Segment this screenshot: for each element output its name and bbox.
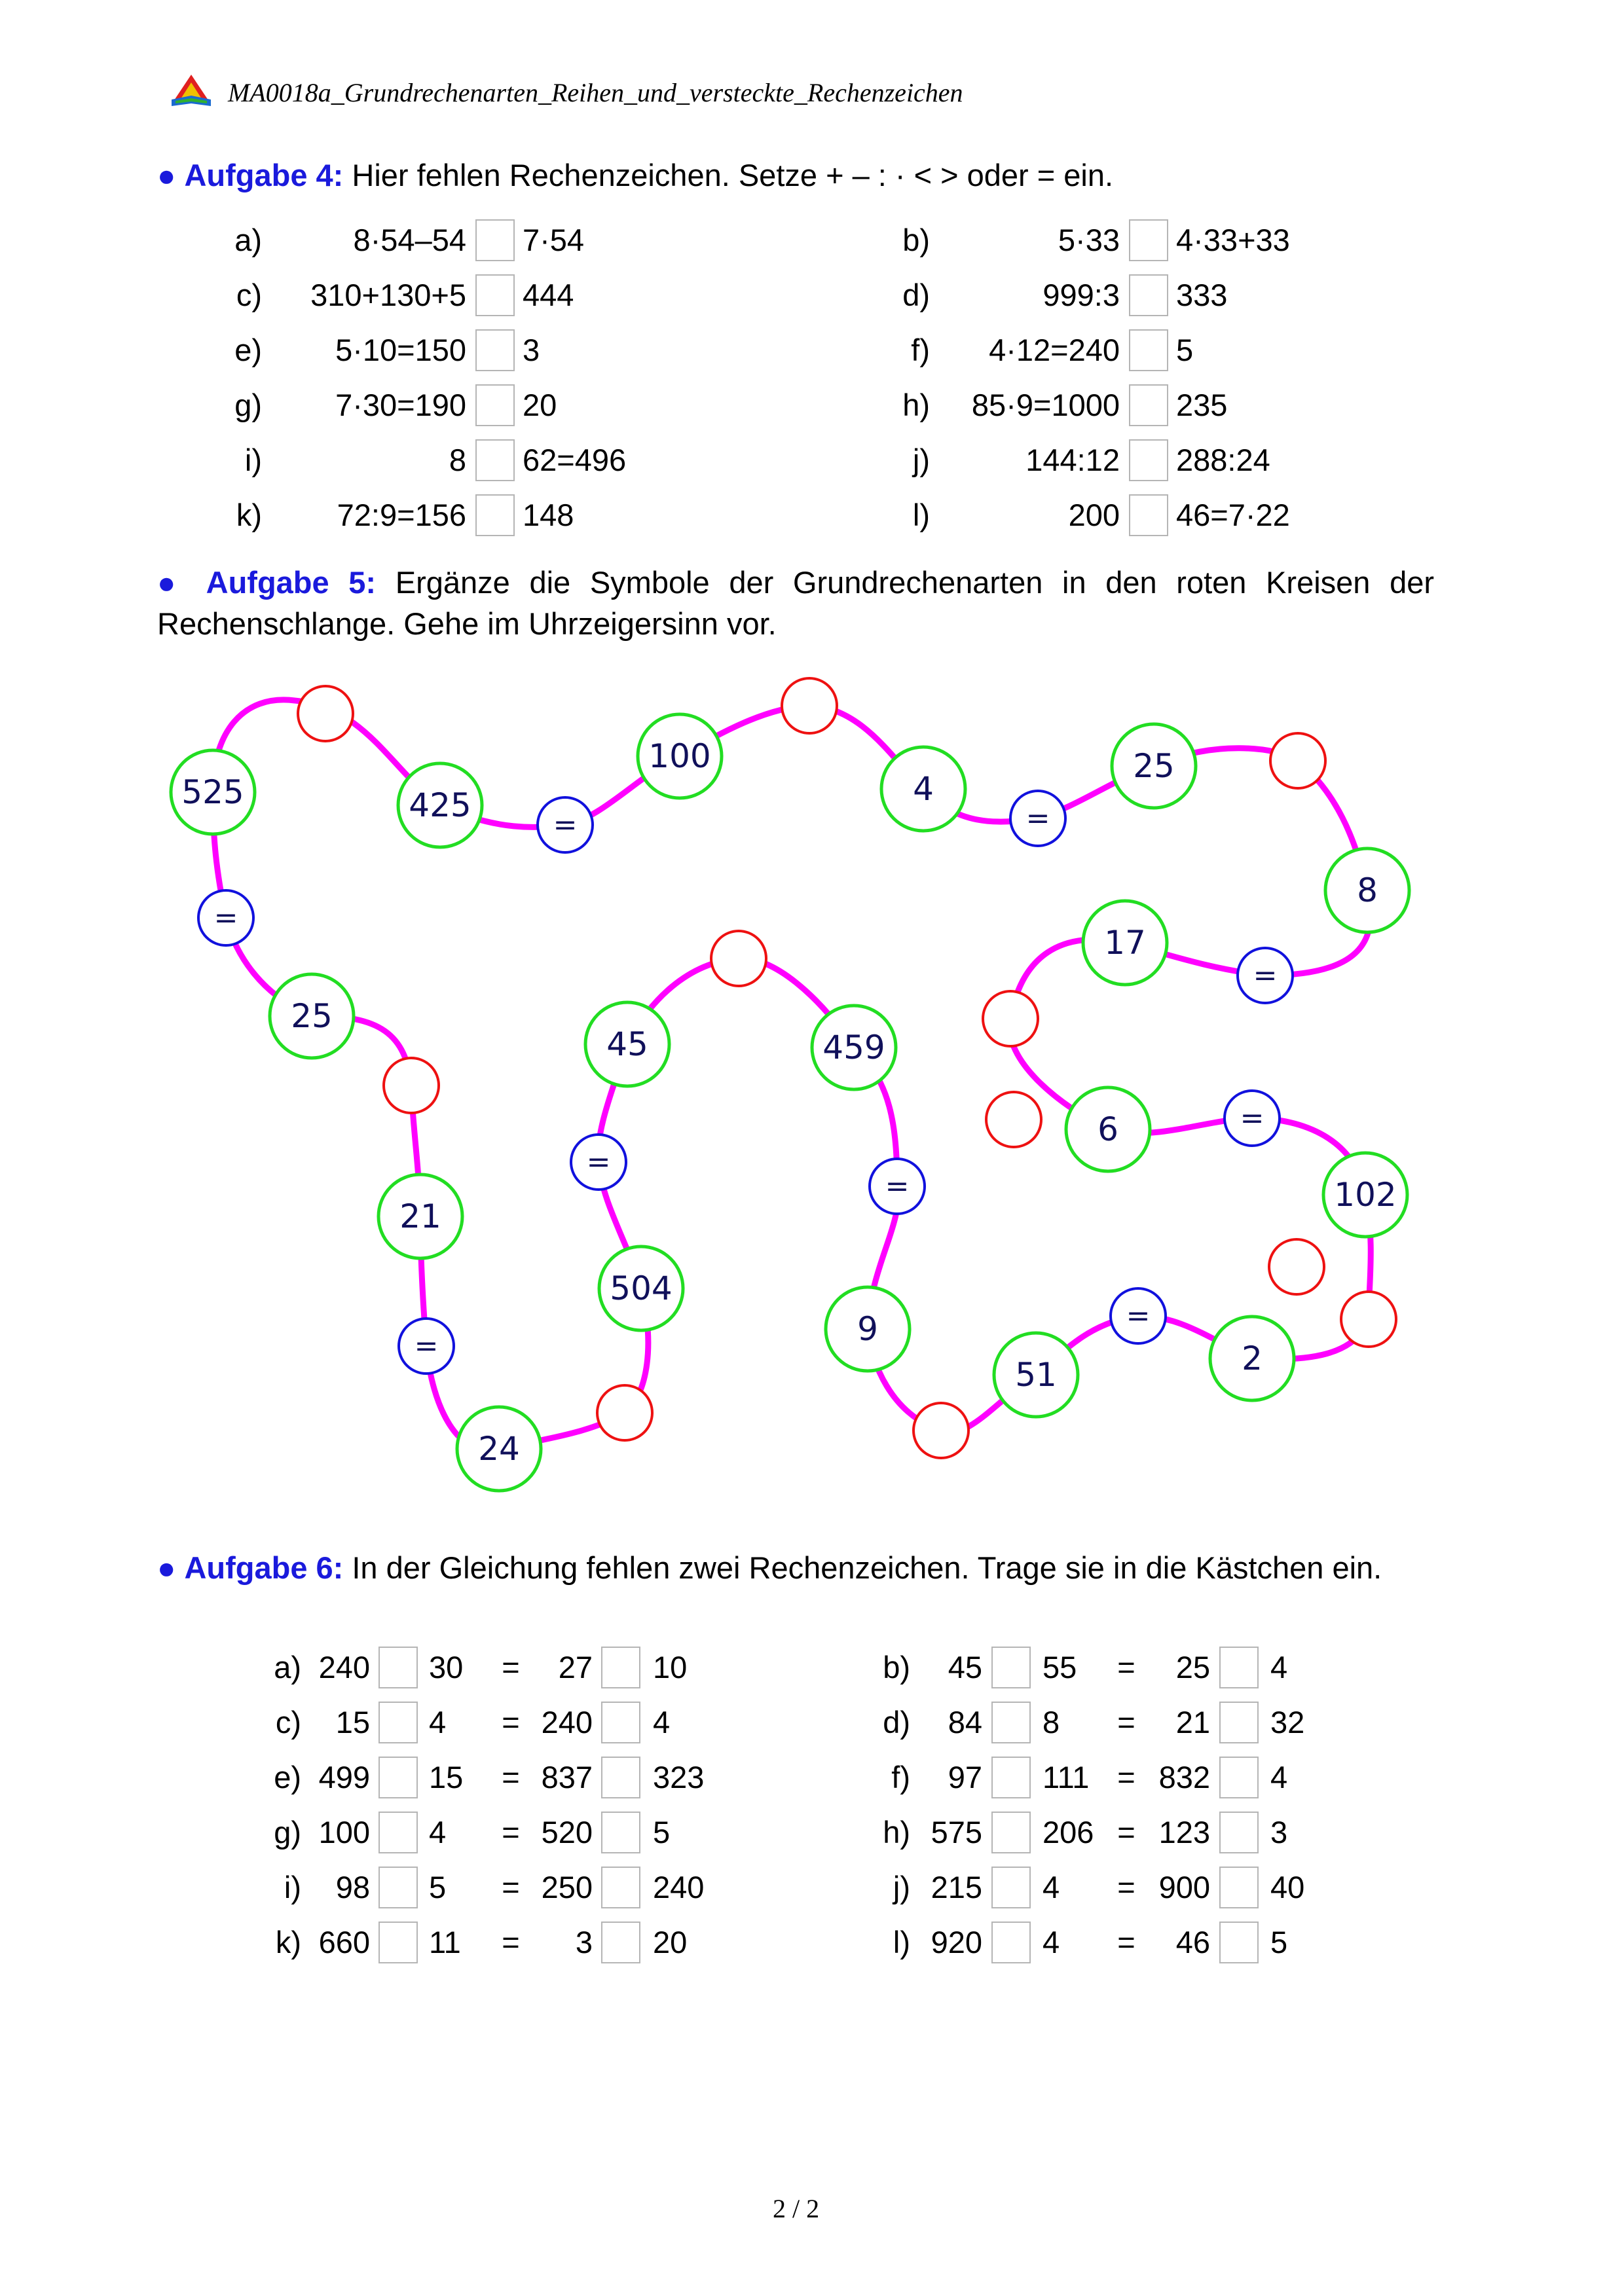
operand-d: 32 <box>1270 1705 1305 1740</box>
answer-box[interactable] <box>601 1867 640 1908</box>
answer-box[interactable] <box>991 1702 1031 1743</box>
operand-d: 20 <box>653 1925 688 1959</box>
equals-sign: = <box>502 1760 520 1795</box>
operator-circle[interactable] <box>1341 1292 1396 1347</box>
snake-number: 6 <box>1098 1110 1118 1148</box>
operand-d: 323 <box>653 1760 705 1795</box>
snake-number: 17 <box>1104 924 1146 962</box>
operand-a: 215 <box>931 1870 982 1904</box>
answer-box[interactable] <box>1219 1867 1259 1908</box>
operator-circle[interactable] <box>298 686 353 741</box>
right-expression: 4·33+33 <box>1176 223 1290 257</box>
operand-b: 4 <box>1043 1925 1060 1959</box>
operand-c: 240 <box>541 1705 593 1740</box>
operator-circle[interactable] <box>983 991 1038 1046</box>
answer-box[interactable] <box>378 1812 418 1853</box>
operand-d: 4 <box>1270 1760 1288 1795</box>
exercise-label: c) <box>236 278 262 312</box>
snake-number: 2 <box>1242 1339 1263 1377</box>
answer-box[interactable] <box>991 1867 1031 1908</box>
operand-b: 55 <box>1043 1650 1077 1685</box>
snake-number: 425 <box>409 786 471 824</box>
snake-number: 45 <box>606 1025 648 1063</box>
exercise-label: g) <box>234 388 262 422</box>
operand-b: 111 <box>1043 1760 1090 1795</box>
exercise-label: i) <box>244 443 262 477</box>
equals-sign: = <box>1253 958 1278 993</box>
answer-box[interactable] <box>991 1647 1031 1688</box>
operand-c: 832 <box>1158 1760 1210 1795</box>
left-expression: 7·30=190 <box>335 388 466 422</box>
operand-b: 15 <box>429 1760 464 1795</box>
exercise-label: k) <box>236 498 262 532</box>
operand-a: 499 <box>318 1760 370 1795</box>
answer-box[interactable] <box>378 1867 418 1908</box>
right-expression: 3 <box>523 333 540 367</box>
left-expression: 200 <box>1068 498 1120 532</box>
left-expression: 999:3 <box>1043 278 1120 312</box>
operand-a: 100 <box>318 1815 370 1850</box>
exercise-label: e) <box>234 333 262 367</box>
equals-sign: = <box>502 1815 520 1850</box>
right-expression: 148 <box>523 498 574 532</box>
task4-instruction: Hier fehlen Rechenzeichen. Setze + – : · < > oder = ein. <box>352 158 1114 192</box>
snake-number: 4 <box>913 770 934 808</box>
left-expression: 310+130+5 <box>310 278 466 312</box>
equals-sign: = <box>1240 1101 1264 1135</box>
left-expression: 8·54–54 <box>353 223 466 257</box>
right-expression: 7·54 <box>523 223 585 257</box>
equals-sign: = <box>1126 1299 1151 1333</box>
task6-label: Aufgabe 6: <box>184 1550 344 1585</box>
operand-c: 250 <box>541 1870 593 1904</box>
equals-sign: = <box>1117 1870 1135 1904</box>
answer-box[interactable] <box>1219 1812 1259 1853</box>
answer-box[interactable] <box>378 1702 418 1743</box>
operand-d: 5 <box>1270 1925 1288 1959</box>
answer-box[interactable] <box>601 1812 640 1853</box>
operand-c: 520 <box>541 1815 593 1850</box>
task4-bullet: ● <box>157 158 176 192</box>
exercise-label: d) <box>902 278 930 312</box>
answer-box[interactable] <box>601 1757 640 1798</box>
operand-c: 46 <box>1175 1925 1210 1959</box>
left-expression: 72:9=156 <box>337 498 466 532</box>
equals-sign: = <box>1117 1650 1135 1685</box>
snake-number: 25 <box>291 997 333 1035</box>
equals-sign: = <box>1117 1815 1135 1850</box>
operator-circle[interactable] <box>597 1385 652 1440</box>
equals-sign: = <box>1117 1705 1135 1740</box>
answer-box[interactable] <box>1219 1647 1259 1688</box>
right-expression: 5 <box>1176 333 1194 367</box>
task5-instruction: Ergänze die Symbole der Grundrechenarten in den roten Kreisen der Rechenschlange. Gehe im Uhrzeigersinn vor. <box>157 565 1435 641</box>
equals-sign: = <box>1117 1760 1135 1795</box>
answer-box[interactable] <box>601 1702 640 1743</box>
operand-a: 15 <box>335 1705 370 1740</box>
right-expression: 20 <box>523 388 557 422</box>
answer-box[interactable] <box>601 1647 640 1688</box>
task4-label: Aufgabe 4: <box>184 158 344 192</box>
operand-b: 8 <box>1043 1705 1060 1740</box>
answer-box[interactable] <box>1219 1702 1259 1743</box>
answer-box[interactable] <box>991 1812 1031 1853</box>
exercise-label: i) <box>284 1870 301 1904</box>
snake-number: 102 <box>1334 1176 1397 1214</box>
task6-instruction: In der Gleichung fehlen zwei Rechenzeichen. Trage sie in die Kästchen ein. <box>352 1550 1382 1585</box>
equals-sign: = <box>1025 801 1050 835</box>
operator-circle[interactable] <box>1270 733 1325 788</box>
operand-d: 40 <box>1270 1870 1305 1904</box>
equals-sign: = <box>502 1870 520 1904</box>
snake-number: 525 <box>181 773 244 811</box>
operand-b: 4 <box>1043 1870 1060 1904</box>
operand-b: 30 <box>429 1650 464 1685</box>
operand-b: 4 <box>429 1815 447 1850</box>
snake-number: 21 <box>399 1197 441 1235</box>
operand-c: 25 <box>1175 1650 1210 1685</box>
equals-sign: = <box>553 808 578 842</box>
equals-sign: = <box>414 1329 439 1363</box>
left-expression: 5·33 <box>1058 223 1120 257</box>
operator-circle[interactable] <box>711 931 766 986</box>
snake-number: 459 <box>822 1029 885 1066</box>
operator-circle[interactable] <box>913 1403 969 1458</box>
exercise-label: b) <box>902 223 930 257</box>
equals-sign: = <box>885 1169 910 1203</box>
exercise-label: l) <box>893 1925 910 1959</box>
right-expression: 46=7·22 <box>1176 498 1290 532</box>
right-expression: 333 <box>1176 278 1228 312</box>
operand-a: 575 <box>931 1815 982 1850</box>
snake-number: 100 <box>648 737 711 775</box>
operand-c: 3 <box>575 1925 593 1959</box>
operand-d: 4 <box>653 1705 671 1740</box>
exercise-label: a) <box>234 223 262 257</box>
exercise-label: e) <box>274 1760 301 1795</box>
answer-box[interactable] <box>378 1757 418 1798</box>
left-expression: 5·10=150 <box>335 333 466 367</box>
operand-a: 97 <box>948 1760 982 1795</box>
page-number: 2 / 2 <box>773 2194 820 2223</box>
exercise-label: a) <box>274 1650 301 1685</box>
operator-circle[interactable] <box>986 1092 1041 1147</box>
operand-a: 45 <box>948 1650 982 1685</box>
answer-box[interactable] <box>1219 1922 1259 1963</box>
snake-number: 25 <box>1133 747 1175 785</box>
operator-circle[interactable] <box>782 678 837 733</box>
right-expression: 288:24 <box>1176 443 1270 477</box>
snake-number: 8 <box>1357 871 1378 909</box>
equals-sign: = <box>213 901 238 935</box>
exercise-label: d) <box>883 1705 910 1740</box>
equals-sign: = <box>1117 1925 1135 1959</box>
answer-box[interactable] <box>1219 1757 1259 1798</box>
operand-c: 837 <box>541 1760 593 1795</box>
exercise-label: j) <box>912 443 930 477</box>
operand-a: 240 <box>318 1650 370 1685</box>
exercise-label: g) <box>274 1815 301 1850</box>
operand-d: 10 <box>653 1650 688 1685</box>
exercise-label: b) <box>883 1650 910 1685</box>
exercise-label: f) <box>891 1760 910 1795</box>
operand-b: 11 <box>429 1925 461 1959</box>
left-expression: 144:12 <box>1025 443 1120 477</box>
operand-b: 4 <box>429 1705 447 1740</box>
operand-d: 5 <box>653 1815 671 1850</box>
operand-c: 900 <box>1158 1870 1210 1904</box>
answer-box[interactable] <box>991 1922 1031 1963</box>
answer-box[interactable] <box>991 1757 1031 1798</box>
operator-circle[interactable] <box>1269 1239 1324 1294</box>
exercise-label: k) <box>275 1925 301 1959</box>
exercise-label: h) <box>902 388 930 422</box>
answer-box[interactable] <box>378 1647 418 1688</box>
snake-number: 9 <box>857 1310 878 1348</box>
header-title: MA0018a_Grundrechenarten_Reihen_und_versteckte_Rechenzeichen <box>228 78 963 107</box>
snake-number: 24 <box>478 1430 520 1468</box>
task6-bullet: ● <box>157 1550 176 1585</box>
exercise-label: f) <box>911 333 930 367</box>
operand-c: 123 <box>1158 1815 1210 1850</box>
task6-heading <box>157 1547 1434 1588</box>
operand-d: 240 <box>653 1870 705 1904</box>
equals-sign: = <box>502 1925 520 1959</box>
operand-b: 206 <box>1043 1815 1094 1850</box>
task5-label: Aufgabe 5: <box>206 565 377 600</box>
answer-box[interactable] <box>601 1922 640 1963</box>
answer-box[interactable] <box>378 1922 418 1963</box>
exercise-label: h) <box>883 1815 910 1850</box>
snake-number: 51 <box>1015 1356 1057 1394</box>
exercise-label: l) <box>912 498 930 532</box>
operand-c: 21 <box>1175 1705 1210 1740</box>
operand-a: 660 <box>318 1925 370 1959</box>
left-expression: 4·12=240 <box>989 333 1120 367</box>
exercise-label: c) <box>275 1705 301 1740</box>
operand-b: 5 <box>429 1870 447 1904</box>
right-expression: 444 <box>523 278 574 312</box>
exercise-label: j) <box>893 1870 910 1904</box>
right-expression: 62=496 <box>523 443 627 477</box>
operand-a: 84 <box>948 1705 982 1740</box>
task5-bullet: ● <box>157 565 187 600</box>
snake-number: 504 <box>610 1269 673 1307</box>
left-expression: 85·9=1000 <box>971 388 1120 422</box>
left-expression: 8 <box>449 443 466 477</box>
operand-a: 98 <box>335 1870 370 1904</box>
operand-d: 4 <box>1270 1650 1288 1685</box>
equals-sign: = <box>502 1705 520 1740</box>
operand-d: 3 <box>1270 1815 1288 1850</box>
operator-circle[interactable] <box>384 1058 439 1113</box>
right-expression: 235 <box>1176 388 1228 422</box>
equals-sign: = <box>586 1145 611 1179</box>
equals-sign: = <box>502 1650 520 1685</box>
operand-a: 920 <box>931 1925 982 1959</box>
operand-c: 27 <box>558 1650 593 1685</box>
